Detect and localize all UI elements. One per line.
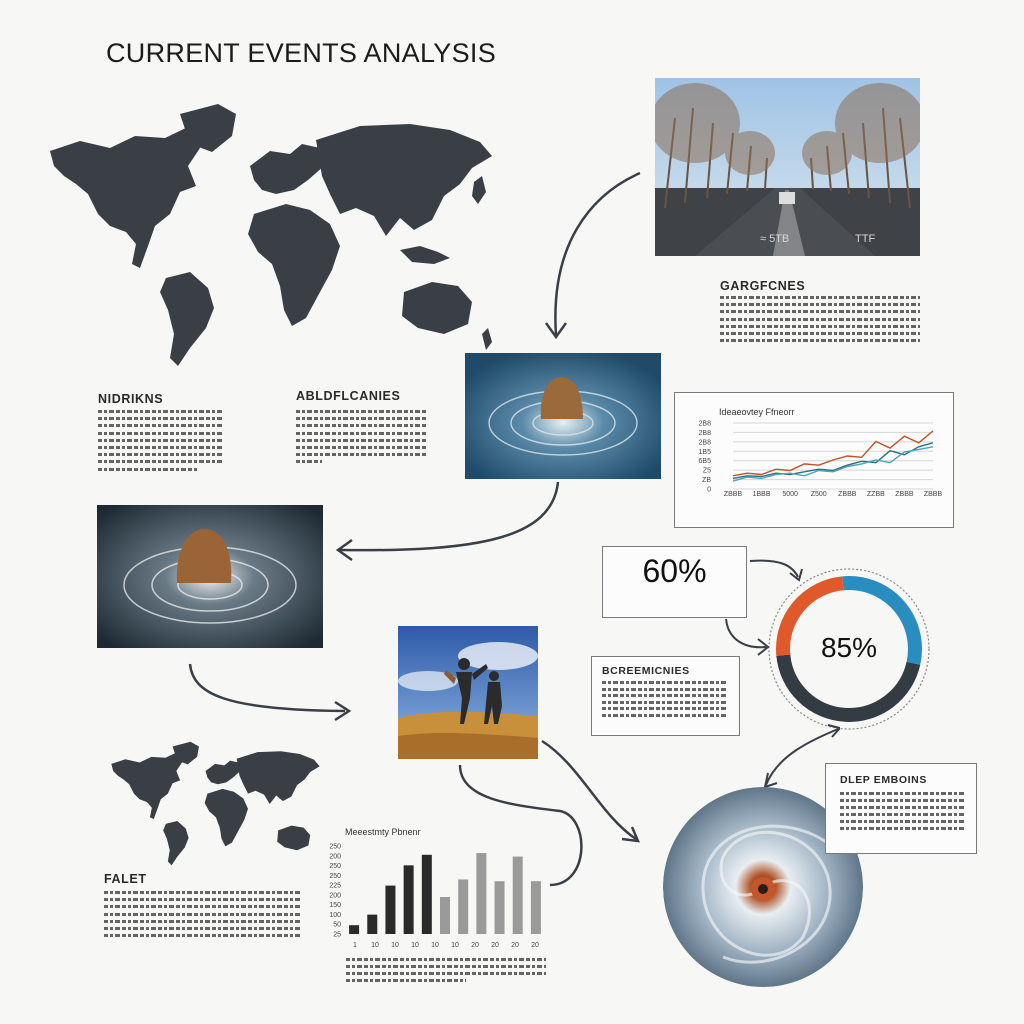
bar-chart-x-tick: 10 xyxy=(451,942,459,949)
bar-chart-bar xyxy=(495,881,505,934)
svg-text:TTF: TTF xyxy=(855,233,876,245)
line-chart-panel xyxy=(674,392,954,528)
left-text-body xyxy=(98,410,222,471)
svg-text:≈ 5TB: ≈ 5TB xyxy=(760,233,790,245)
bar-chart-x-tick: 20 xyxy=(471,942,479,949)
line-chart-y-tick: 2B8 xyxy=(698,420,711,428)
bar-chart-bar xyxy=(367,915,377,934)
side-box-heading: BCREEMICNIES xyxy=(602,665,690,677)
line-chart-y-tick: 2B8 xyxy=(698,439,711,447)
street-caption-heading: GARGFCNES xyxy=(720,279,806,293)
bar-chart-y-tick: 250 xyxy=(329,872,341,880)
bar-chart-x-tick: 20 xyxy=(491,942,499,949)
line-chart-title: Ideaeovtey Ffneorr xyxy=(719,407,795,417)
bar-chart-y-tick: 50 xyxy=(333,921,341,929)
line-chart-x-tick: ZZBB xyxy=(866,491,885,498)
bar-chart-y-tick: 200 xyxy=(329,892,341,900)
line-chart-y-tick: 0 xyxy=(707,486,711,494)
bar-chart-y-tick: 250 xyxy=(329,863,341,871)
side-text-box xyxy=(591,656,740,736)
line-chart-x-tick: Z500 xyxy=(810,491,827,498)
line-chart-y-tick: Z5 xyxy=(702,467,711,475)
street-caption-text xyxy=(720,296,920,342)
bar-chart-y-tick: 25 xyxy=(333,931,341,939)
bar-chart-bar xyxy=(440,897,450,934)
bar-chart-x-tick: 1 xyxy=(353,942,357,949)
bar-chart-y-tick: 150 xyxy=(329,902,341,910)
line-chart-y-tick: 1B5 xyxy=(698,448,711,456)
right-text-box xyxy=(825,763,977,854)
bar-chart-y-tick: 250 xyxy=(329,843,341,851)
bar-chart-bar xyxy=(531,881,541,934)
arrow-street-to-whirlpool xyxy=(530,165,650,345)
line-chart xyxy=(675,393,953,527)
bar-chart-bar xyxy=(422,855,432,934)
bar-chart-x-tick: 10 xyxy=(371,942,379,949)
bar-chart-x-tick: 10 xyxy=(411,942,419,949)
bar-chart-bar xyxy=(513,857,523,934)
side-box-text xyxy=(602,681,726,717)
arrow-whirlpool-to-left xyxy=(330,478,570,568)
bar-chart-bar xyxy=(349,925,359,934)
line-chart-x-tick: ZBBB xyxy=(723,491,743,498)
bar-chart-y-tick: 100 xyxy=(329,911,341,919)
bar-chart-y-tick: 200 xyxy=(329,853,341,861)
stat-60-value: 60% xyxy=(642,553,707,589)
world-map-small xyxy=(100,738,330,870)
donut-center-label: 85% xyxy=(820,632,878,663)
bar-chart-x-tick: 20 xyxy=(511,942,519,949)
bar-chart-x-tick: 10 xyxy=(391,942,399,949)
bottom-left-text xyxy=(104,891,300,937)
middle-text-heading: ABLDFLCANIES xyxy=(296,389,401,403)
bar-chart-bar xyxy=(385,886,395,934)
bar-chart-x-tick: 20 xyxy=(531,942,539,949)
bottom-left-heading: FALET xyxy=(104,872,147,886)
line-chart-x-tick: ZBBB xyxy=(838,491,857,498)
line-chart-x-tick: 5000 xyxy=(782,491,798,498)
left-text-heading: NIDRIKNS xyxy=(98,392,164,406)
world-map-large xyxy=(40,96,500,376)
bar-chart-bar xyxy=(458,879,468,934)
bar-chart-caption xyxy=(346,958,546,982)
arrow-whirlpool-to-people xyxy=(185,660,360,725)
line-chart-y-tick: 6B5 xyxy=(698,458,711,466)
line-chart-x-tick: ZBBB xyxy=(923,491,943,498)
whirlpool-photo-large xyxy=(97,505,323,648)
bar-chart xyxy=(325,838,550,953)
bar-chart-x-tick: 10 xyxy=(431,942,439,949)
bar-chart-bar xyxy=(476,853,486,934)
whirlpool-photo-small xyxy=(465,353,661,479)
line-chart-y-tick: ZB xyxy=(702,477,711,485)
middle-text-body xyxy=(296,410,428,463)
bar-chart-bar xyxy=(404,865,414,934)
bar-chart-title: Meeestmty Pbnenr xyxy=(345,827,421,837)
right-box-heading: DLEP EMBOINS xyxy=(840,774,927,786)
line-chart-x-tick: 1BBB xyxy=(752,491,771,498)
line-chart-y-tick: 2B8 xyxy=(698,429,711,437)
page-title: CURRENT EVENTS ANALYSIS xyxy=(106,38,497,68)
street-photo xyxy=(655,78,920,256)
line-chart-x-tick: ZBBB xyxy=(895,491,914,498)
right-box-text xyxy=(840,792,966,830)
bar-chart-y-tick: 225 xyxy=(329,882,341,890)
